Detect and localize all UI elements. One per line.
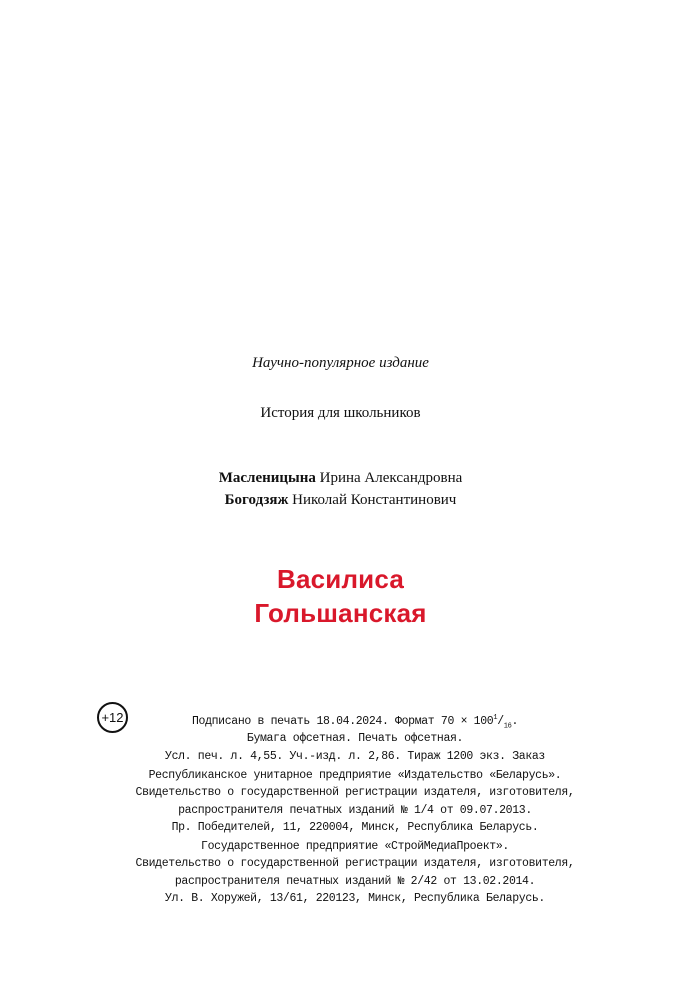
printer-line: Свидетельство о государственной регистрации издателя, изготовителя, [135, 857, 575, 871]
author-2-given: Николай Константинович [292, 492, 457, 508]
book-title [0, 562, 681, 630]
format-fraction-num: 1 [493, 714, 498, 723]
printer-line: Государственное предприятие «СтройМедиаПроект». [201, 840, 509, 853]
publisher-line: Свидетельство о государственной регистрации издателя, изготовителя, [135, 786, 575, 800]
publisher-info [120, 767, 590, 836]
author-1-surname: Масленицына [218, 470, 316, 486]
publisher-line: распространителя печатных изданий № 1/4 от 09.07.2013. [178, 803, 532, 817]
genre-label: Научно-популярное издание [252, 355, 429, 371]
publisher-line: Пр. Победителей, 11, 220004, Минск, Республика Беларусь. [171, 820, 539, 834]
printer-info [120, 838, 590, 907]
print-volume: Усл. печ. л. 4,55. Уч.-изд. л. 2,86. Тираж 1200 экз. Заказ [165, 749, 545, 763]
author-2 [0, 489, 681, 511]
print-signed-line: Подписано в печать 18.04.2024. Формат $70 \times 100^1/_{16}$. [191, 714, 519, 731]
author-1-given: Ирина Александровна [319, 470, 463, 486]
series-label: История для школьников [260, 405, 421, 421]
author-2-surname: Богодзяж [224, 492, 289, 508]
book-title-line-2: Гольшанская [254, 598, 427, 628]
publisher-line: Республиканское унитарное предприятие «Издательство «Беларусь». [148, 769, 562, 782]
book-title-line-1: Василиса [276, 564, 405, 594]
print-paper: Бумага офсетная. Печать офсетная. [246, 732, 464, 746]
author-1 [0, 467, 681, 489]
format-fraction-den: 16 [503, 722, 512, 731]
authors-block [0, 467, 681, 511]
printer-line: распространителя печатных изданий № 2/42 от 13.02.2014. [174, 874, 536, 888]
printer-line: Ул. В. Хоружей, 13/61, 220123, Минск, Республика Беларусь. [165, 891, 545, 905]
print-signed: Подписано в печать 18.04.2024. Формат 70 × 100 [191, 715, 494, 728]
age-rating-badge: +12 [97, 702, 128, 733]
print-info [120, 713, 590, 765]
